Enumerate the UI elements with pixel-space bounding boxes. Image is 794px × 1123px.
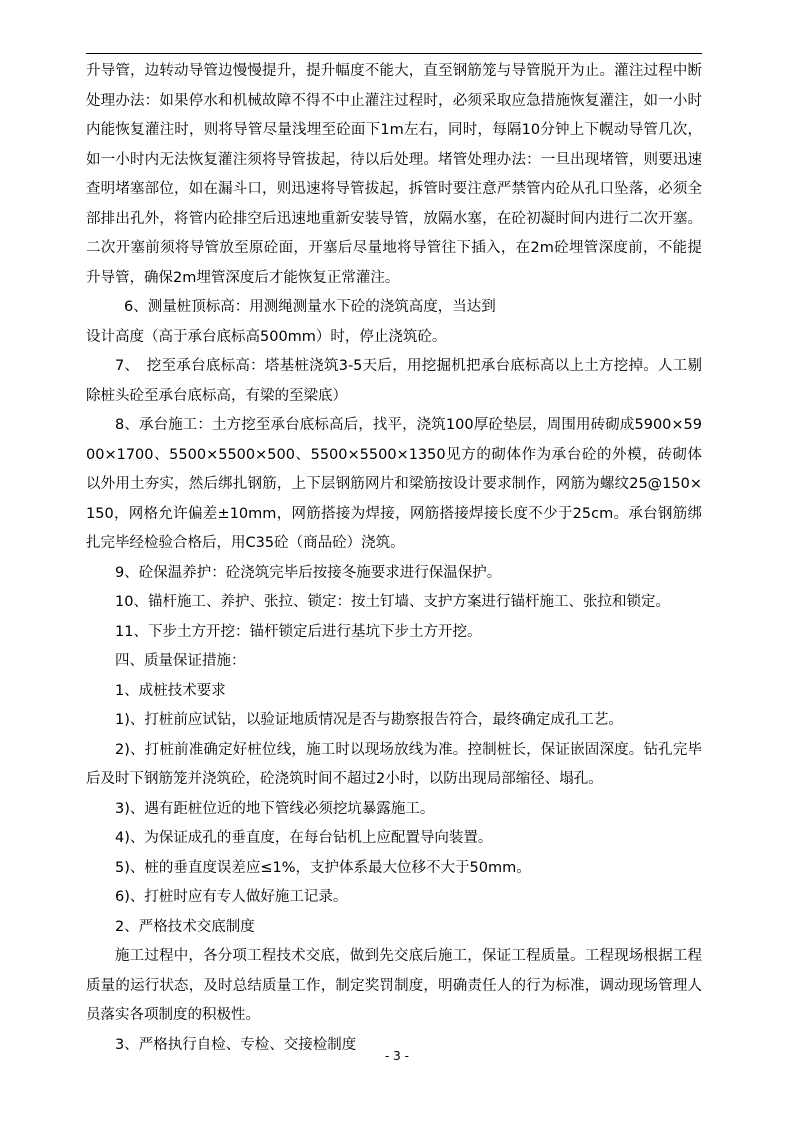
list-item-5: 5)、桩的垂直度误差应≤1%，支护体系最大位移不大于50mm。 — [115, 859, 531, 876]
paragraph-item-8: 8、承台施工：土方挖至承台底标高后，找平，浇筑100厚砼垫层，周围用砖砌成5900×5900×1700、5500×5500×500、5500×5500×1350见方的砌体作为承台砼的外模，砖砌体以外用土夯实，然后绑扎钢筋，上下层钢筋网片和梁筋按设计要求制作，网筋为螺纹25@150×150，网格允许偏差±10mm，网筋搭接为焊接，网筋搭接焊接长度不少于25cm。承台钢筋绑扎完毕经检验合格后，用C35砼（商品砼）浇筑。 — [86, 417, 702, 551]
document-body — [86, 57, 702, 1060]
header-rule — [86, 53, 702, 54]
subheading-technical-briefing: 2、严格技术交底制度 — [115, 918, 255, 935]
list-item-2: 2)、打桩前准确定好桩位线，施工时以现场放线为准。控制桩长，保证嵌固深度。钻孔完毕后及时下钢筋笼并浇筑砼，砼浇筑时间不超过2小时，以防出现局部缩径、塌孔。 — [86, 741, 702, 787]
page-number: - 3 - — [385, 1049, 409, 1063]
paragraph-item-6-cont: 设计高度（高于承台底标高500mm）时，停止浇筑砼。 — [86, 328, 447, 345]
paragraph-item-9: 9、砼保温养护：砼浇筑完毕后按接冬施要求进行保温保护。 — [115, 564, 502, 581]
paragraph-pouring-procedure: 升导管，边转动导管边慢慢提升，提升幅度不能大，直至钢筋笼与导管脱开为止。灌注过程中断处理办法：如果停水和机械故障不得不中止灌注过程时，必须采取应急措施恢复灌注，如一小时内能恢复灌注时，则将导管尽量浅埋至砼面下1m左右，同时，每隔10分钟上下幌动导管几次，如一小时内无法恢复灌注须将导管拔起，待以后处理。堵管处理办法：一旦出现堵管，则要迅速查明堵塞部位，如在漏斗口，则迅速将导管拔起，拆管时要注意严禁管内砼从孔口坠落，必须全部排出孔外，将管内砼排空后迅速地重新安装导管，放隔水塞，在砼初凝时间内进行二次开塞。二次开塞前须将导管放至原砼面，开塞后尽量地将导管往下插入，在2m砼埋管深度前，不能提升导管，确保2m埋管深度后才能恢复正常灌注。 — [86, 63, 702, 286]
subheading-inspection: 3、严格执行自检、专检、交接检制度 — [115, 1036, 357, 1053]
paragraph-item-6: 6、测量桩顶标高：用测绳测量水下砼的浇筑高度，当达到 — [124, 299, 496, 315]
list-item-4: 4)、为保证成孔的垂直度，在每台钻机上应配置导向装置。 — [115, 830, 493, 846]
list-item-1: 1)、打桩前应试钻，以验证地质情况是否与勘察报告符合，最终确定成孔工艺。 — [115, 712, 623, 728]
paragraph-technical-briefing: 施工过程中，各分项工程技术交底，做到先交底后施工，保证工程质量。工程现场根据工程质量的运行状态，及时总结质量工作，制定奖罚制度，明确责任人的行为标准，调动现场管理人员落实各项制度的积极性。 — [86, 948, 702, 1023]
section-heading-quality: 四、质量保证措施： — [115, 653, 246, 669]
paragraph-item-11: 11、下步土方开挖：锚杆锁定后进行基坑下步土方开挖。 — [115, 623, 482, 640]
list-item-3: 3)、遇有距桩位近的地下管线必须挖坑暴露施工。 — [115, 800, 435, 817]
list-item-6: 6)、打桩时应有专人做好施工记录。 — [115, 889, 348, 905]
paragraph-item-10: 10、锚杆施工、养护、张拉、锁定：按土钉墙、支护方案进行锚杆施工、张拉和锁定。 — [115, 594, 670, 610]
subheading-pile-requirements: 1、成桩技术要求 — [115, 682, 226, 699]
paragraph-item-7: 7、 挖至承台底标高：塔基桩浇筑3-5天后，用挖掘机把承台底标高以上土方挖掉。人工剔除桩头砼至承台底标高，有梁的至梁底） — [86, 358, 702, 404]
